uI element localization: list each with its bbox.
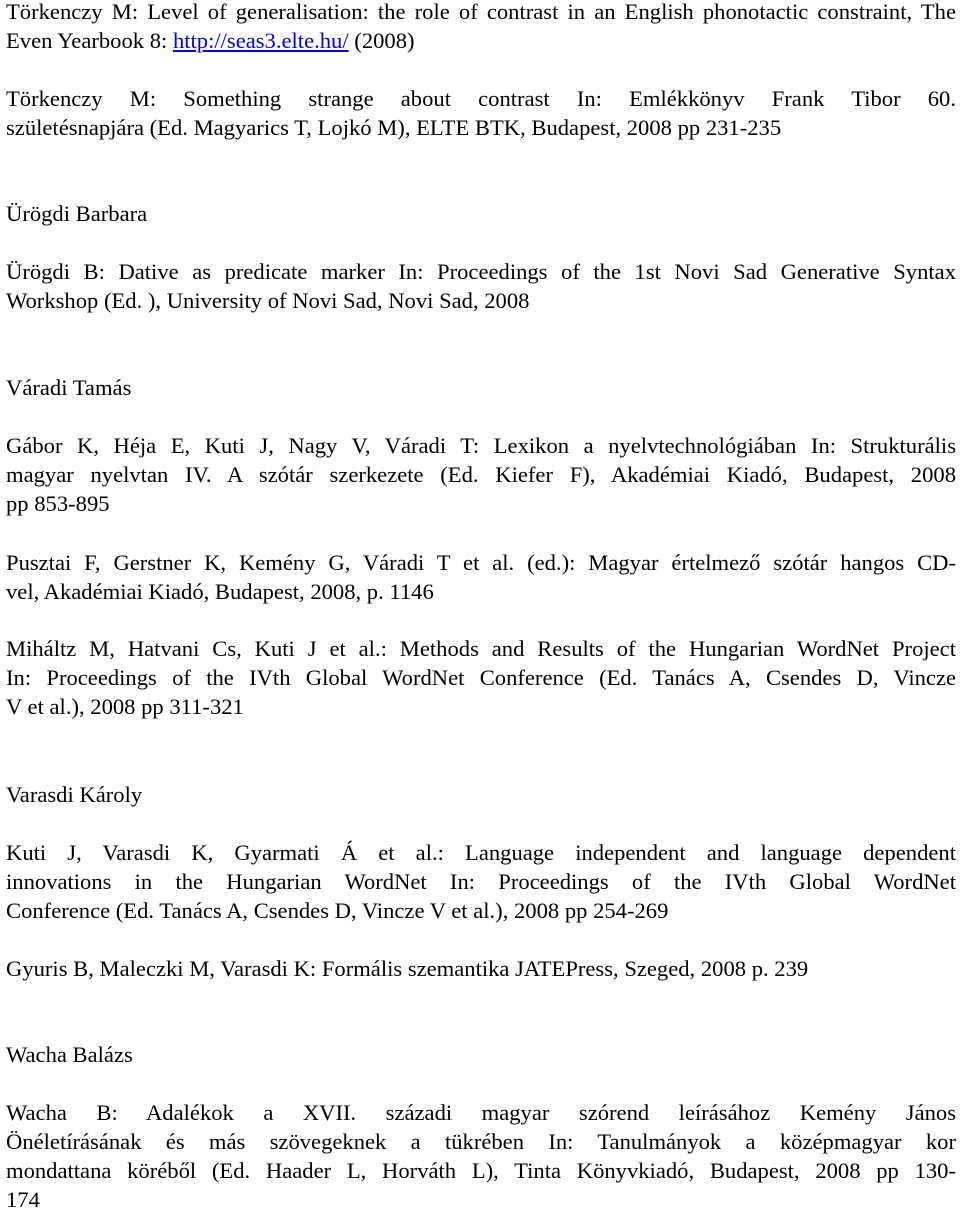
reference-line: pp 853-895 bbox=[6, 491, 110, 516]
reference-urogdi-1 bbox=[6, 257, 956, 315]
reference-line: Workshop (Ed. ), University of Novi Sad, Novi Sad, 2008 bbox=[6, 288, 530, 313]
reference-line: Pusztai F, Gerstner K, Kemény G, Váradi T et al. (ed.): Magyar értelmező szótár hangos CD- bbox=[6, 550, 956, 575]
reference-varadi-1 bbox=[6, 431, 956, 518]
reference-varasdi-2: Gyuris B, Maleczki M, Varasdi K: Formális szemantika JATEPress, Szeged, 2008 p. 239 bbox=[6, 956, 809, 981]
reference-line: Wacha B: Adalékok a XVII. századi magyar szórend leírásához Kemény János bbox=[6, 1100, 956, 1125]
reference-line: születésnapjára (Ed. Magyarics T, Lojkó M), ELTE BTK, Budapest, 2008 pp 231-235 bbox=[6, 115, 782, 140]
reference-line: vel, Akadémiai Kiadó, Budapest, 2008, p. 1146 bbox=[6, 579, 434, 604]
author-heading-varadi: Váradi Tamás bbox=[6, 375, 132, 400]
reference-varadi-2 bbox=[6, 548, 956, 606]
reference-wacha-1 bbox=[6, 1098, 956, 1214]
reference-torkenczy-2 bbox=[6, 84, 956, 142]
reference-line: Ürögdi B: Dative as predicate marker In: Proceedings of the 1st Novi Sad Generative Syntax bbox=[6, 259, 956, 284]
author-heading-urogdi: Ürögdi Barbara bbox=[6, 201, 148, 226]
reference-line: Törkenczy M: Something strange about contrast In: Emlékkönyv Frank Tibor 60. bbox=[6, 86, 956, 111]
reference-line: Gábor K, Héja E, Kuti J, Nagy V, Váradi T: Lexikon a nyelvtechnológiában In: Strukturális bbox=[6, 433, 956, 458]
author-heading-wacha: Wacha Balázs bbox=[6, 1042, 133, 1067]
reference-line: innovations in the Hungarian WordNet In: Proceedings of the IVth Global WordNet bbox=[6, 869, 956, 894]
author-heading-varasdi: Varasdi Károly bbox=[6, 782, 143, 807]
reference-line: Conference (Ed. Tanács A, Csendes D, Vincze V et al.), 2008 pp 254-269 bbox=[6, 898, 669, 923]
reference-varadi-3 bbox=[6, 634, 956, 721]
reference-line: Kuti J, Varasdi K, Gyarmati Á et al.: Language independent and language dependent bbox=[6, 840, 956, 865]
reference-line: Önéletírásának és más szövegeknek a tükrében In: Tanulmányok a középmagyar kor bbox=[6, 1129, 956, 1154]
reference-link[interactable]: http://seas3.elte.hu/ bbox=[172, 28, 349, 53]
reference-line: mondattana köréből (Ed. Haader L, Horváth L), Tinta Könyvkiadó, Budapest, 2008 pp 130- bbox=[6, 1158, 956, 1183]
reference-text: Törkenczy M: Level of generalisation: the role of contrast in an English phonotactic constraint, The Even Yearbook 8: bbox=[6, 0, 956, 53]
reference-varasdi-1 bbox=[6, 838, 956, 925]
reference-text-end: (2008) bbox=[348, 28, 415, 53]
reference-line: In: Proceedings of the IVth Global WordNet Conference (Ed. Tanács A, Csendes D, Vincze bbox=[6, 665, 956, 690]
reference-line: magyar nyelvtan IV. A szótár szerkezete (Ed. Kiefer F), Akadémiai Kiadó, Budapest, 2008 bbox=[6, 462, 956, 487]
reference-line: 174 bbox=[6, 1187, 40, 1212]
reference-torkenczy-1 bbox=[6, 0, 956, 55]
reference-line: V et al.), 2008 pp 311-321 bbox=[6, 694, 244, 719]
reference-line: Miháltz M, Hatvani Cs, Kuti J et al.: Methods and Results of the Hungarian WordNet Project bbox=[6, 636, 956, 661]
